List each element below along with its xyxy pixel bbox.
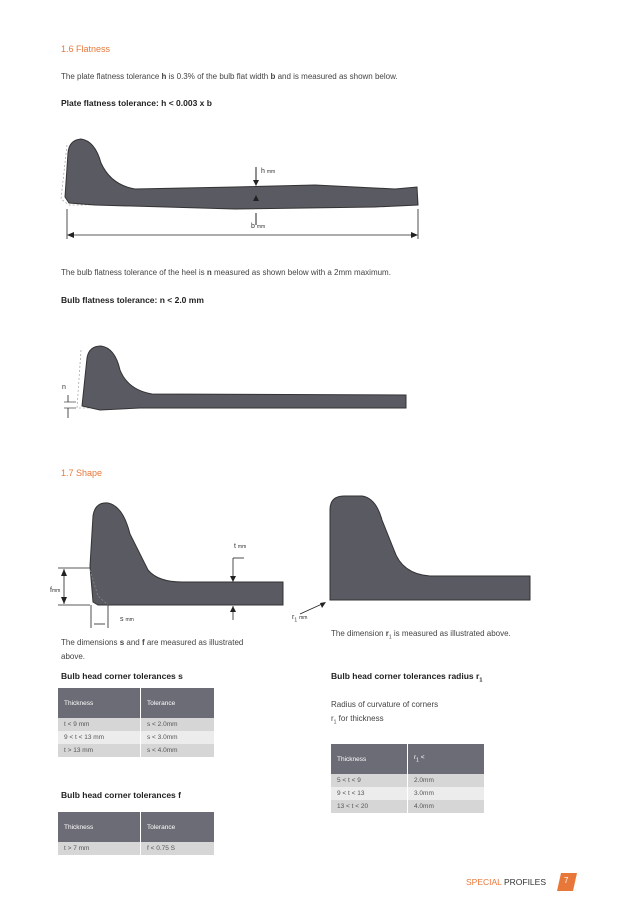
table-row [331, 787, 484, 800]
table-cell: 5 < t < 9 [331, 774, 408, 787]
t-dimension-label: t mm [234, 543, 247, 550]
r-table-description: Radius of curvature of corners $r_1$ for thickness [331, 700, 439, 726]
bulb-flatness-diagram [60, 340, 412, 425]
shape-diagram-radius [290, 490, 540, 625]
table-header-row [58, 812, 214, 842]
table-cell: f < 0.75 S [141, 842, 215, 855]
table-cell: 13 < t < 20 [331, 800, 408, 813]
table-header: Tolerance [141, 688, 215, 718]
bulb-flatness-tolerance: Bulb flatness tolerance: n < 2.0 mm [61, 295, 204, 305]
n-dimension-label: n [62, 384, 66, 391]
bulb-shape-profile [90, 503, 283, 605]
dimension-r1-text: The dimension $r_1$ is measured as illustrated above. [331, 629, 511, 641]
table-cell: t < 9 mm [58, 718, 141, 731]
bulb-radius-profile [330, 496, 530, 600]
table-cell: t > 13 mm [58, 744, 141, 757]
table-row [331, 800, 484, 813]
f-tolerance-table [58, 812, 214, 855]
table-cell: 2.0mm [408, 774, 485, 787]
f-table-title: Bulb head corner tolerances f [61, 790, 181, 800]
table-cell: 3.0mm [408, 787, 485, 800]
table-row [58, 718, 214, 731]
plate-flatness-tolerance: Plate flatness tolerance: h < 0.003 x b [61, 98, 212, 108]
table-row [58, 842, 214, 855]
table-cell: 4.0mm [408, 800, 485, 813]
table-header: $r_1$ < [408, 744, 485, 774]
table-header: Thickness [331, 744, 408, 774]
table-row [331, 774, 484, 787]
page-number-badge [557, 873, 577, 891]
table-header: Tolerance [141, 812, 215, 842]
flatness-intro: The plate flatness tolerance h is 0.3% of the bulb flat width b and is measured as shown below. [61, 72, 398, 81]
footer-brand: SPECIAL PROFILES [466, 877, 546, 887]
page-number: 7 [564, 876, 569, 885]
bulb-flat-profile [65, 139, 418, 209]
table-cell: s < 4.0mm [141, 744, 215, 757]
b-dimension-label: b mm [251, 223, 266, 230]
shape-diagram-tolerances [48, 498, 293, 630]
table-row [58, 744, 214, 757]
h-dimension-label: h mm [261, 168, 276, 175]
r-tolerance-table [331, 744, 484, 813]
section-heading-flatness: 1.6 Flatness [61, 44, 111, 54]
table-cell: 9 < t < 13 [331, 787, 408, 800]
s-tolerance-table [58, 688, 214, 757]
s-table-title: Bulb head corner tolerances s [61, 671, 183, 681]
table-cell: s < 2.0mm [141, 718, 215, 731]
dimensions-s-f-text: The dimensions s and f are measured as illustrated above. [61, 638, 244, 661]
table-header-row [331, 744, 484, 774]
table-cell: 9 < t < 13 mm [58, 731, 141, 744]
f-dimension-label: fmm [50, 587, 61, 594]
s-dimension-label: s mm [120, 616, 134, 623]
r1-dimension-label: $r_1$ mm [292, 614, 308, 624]
section-heading-shape: 1.7 Shape [61, 468, 103, 478]
table-cell: t > 7 mm [58, 842, 141, 855]
bulb-flatness-intro: The bulb flatness tolerance of the heel is n measured as shown below with a 2mm maximum. [61, 268, 391, 277]
table-header: Thickness [58, 812, 141, 842]
table-header: Thickness [58, 688, 141, 718]
table-header-row [58, 688, 214, 718]
plate-flatness-diagram [55, 135, 425, 240]
bulb-heel-profile [82, 346, 406, 410]
r-table-title: Bulb head corner tolerances radius $r_1$ [331, 671, 483, 684]
table-row [58, 731, 214, 744]
table-cell: s < 3.0mm [141, 731, 215, 744]
